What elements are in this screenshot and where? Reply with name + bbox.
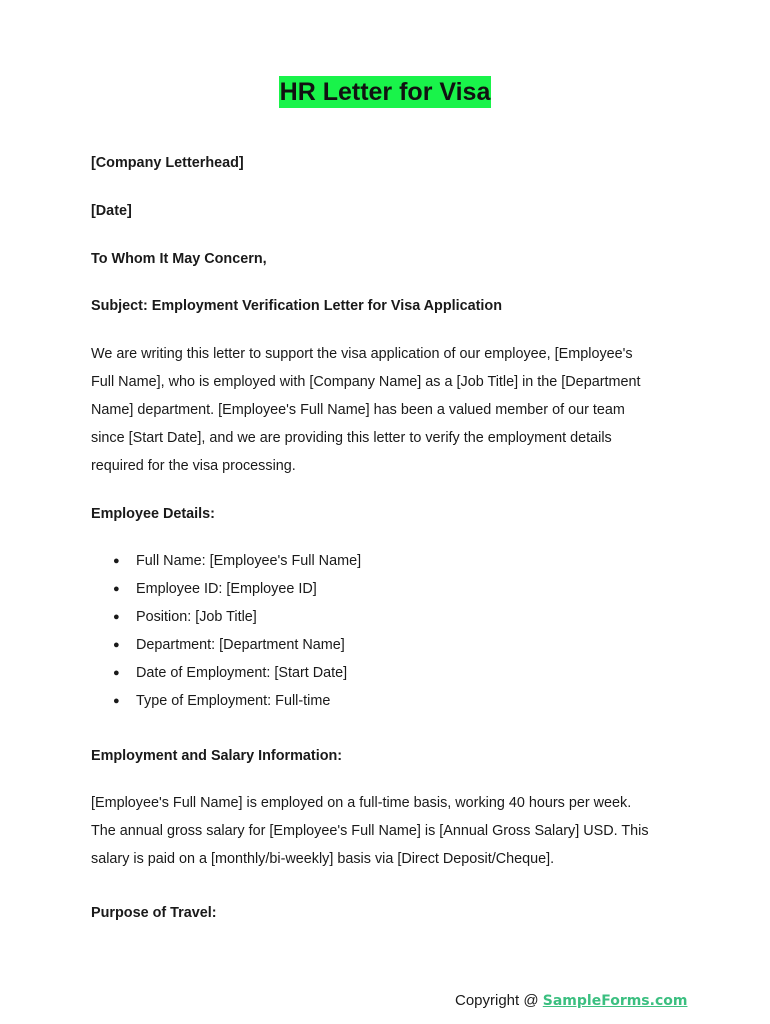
letterhead-block bbox=[91, 149, 691, 177]
employee-details-heading: Employee Details: bbox=[91, 506, 215, 522]
salary-line: salary is paid on a [monthly/bi-weekly] basis via [Direct Deposit/Cheque]. bbox=[91, 851, 555, 867]
salutation-block bbox=[91, 245, 691, 273]
salutation: To Whom It May Concern, bbox=[91, 251, 267, 267]
list-item-text: Date of Employment: [Start Date] bbox=[136, 665, 348, 681]
document-title: HR Letter for Visa bbox=[279, 78, 491, 106]
employee-details-list bbox=[113, 547, 361, 715]
intro-line: We are writing this letter to support the visa application of our employee, [Employee's bbox=[91, 346, 633, 362]
list-item-text: Position: [Job Title] bbox=[136, 609, 257, 625]
purpose-heading-block bbox=[91, 899, 691, 927]
footer-copyright bbox=[455, 990, 687, 1012]
purpose-heading: Purpose of Travel: bbox=[91, 905, 217, 921]
copyright-text: Copyright @ bbox=[455, 992, 543, 1009]
bullet: ● bbox=[113, 611, 120, 623]
salary-line: The annual gross salary for [Employee's Full Name] is [Annual Gross Salary] USD. This bbox=[91, 823, 649, 839]
company-letterhead: [Company Letterhead] bbox=[91, 155, 244, 171]
bullet: ● bbox=[113, 667, 120, 679]
intro-paragraph bbox=[91, 340, 691, 480]
bullet: ● bbox=[113, 555, 120, 567]
list-item-text: Full Name: [Employee's Full Name] bbox=[136, 553, 362, 569]
date-block bbox=[91, 197, 691, 225]
letter-date: [Date] bbox=[91, 203, 132, 219]
bullet: ● bbox=[113, 695, 120, 707]
list-item-text: Employee ID: [Employee ID] bbox=[136, 581, 317, 597]
bullet: ● bbox=[113, 639, 120, 651]
list-item bbox=[113, 631, 361, 659]
intro-line: Name] department. [Employee's Full Name] has been a valued member of our team bbox=[91, 402, 625, 418]
list-item bbox=[113, 687, 361, 715]
title-wrapper bbox=[0, 76, 770, 108]
intro-line: required for the visa processing. bbox=[91, 458, 296, 474]
list-item bbox=[113, 575, 361, 603]
list-item-text: Type of Employment: Full-time bbox=[136, 693, 331, 709]
salary-heading: Employment and Salary Information: bbox=[91, 748, 343, 764]
list-item bbox=[113, 603, 361, 631]
subject-block bbox=[91, 292, 691, 320]
brand-link[interactable]: SampleForms.com bbox=[542, 993, 688, 1009]
salary-heading-block bbox=[91, 742, 691, 770]
salary-line: [Employee's Full Name] is employed on a full-time basis, working 40 hours per week. bbox=[91, 795, 632, 811]
list-item bbox=[113, 547, 361, 575]
intro-line: since [Start Date], and we are providing this letter to verify the employment details bbox=[91, 430, 612, 446]
list-item-text: Department: [Department Name] bbox=[136, 637, 345, 653]
employee-details-heading-block bbox=[91, 500, 691, 528]
salary-paragraph bbox=[91, 789, 691, 873]
subject-line: Subject: Employment Verification Letter for Visa Application bbox=[91, 298, 503, 314]
list-item bbox=[113, 659, 361, 687]
intro-line: Full Name], who is employed with [Company Name] as a [Job Title] in the [Department bbox=[91, 374, 641, 390]
bullet: ● bbox=[113, 583, 120, 595]
